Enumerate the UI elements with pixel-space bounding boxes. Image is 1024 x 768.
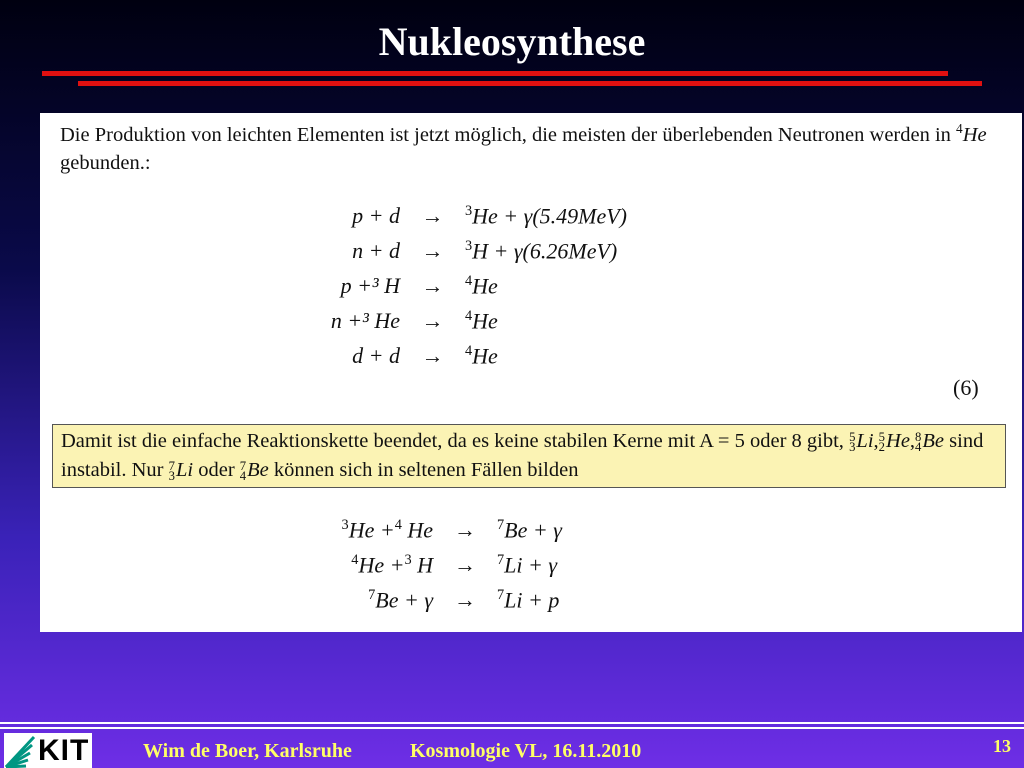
note-text-2: sind instabil. Nur — [61, 430, 984, 481]
reaction-row — [280, 229, 627, 264]
reaction-lhs: d + d — [352, 343, 400, 369]
reaction-lhs: p + d — [352, 203, 400, 229]
equation-number: (6) — [953, 375, 979, 400]
highlight-note: Damit ist die einfache Reaktionskette beendet, da es keine stabilen Kerne mit A = 5 oder 8 gibt, 5 3 Li, 5 2 He, 8 4 Be sind instabil. Nur 7 3 Li oder 7 4 Be können sich in seltenen Fällen bilden — [52, 424, 1006, 488]
reaction-list-2 — [315, 508, 562, 613]
reaction-rhs: He + γ(5.49MeV) — [472, 203, 628, 229]
reaction-rhs: He — [472, 343, 498, 369]
reaction-rhs-mass: 4 — [465, 273, 473, 289]
reaction-rhs: H + γ(6.26MeV) — [472, 238, 618, 264]
reaction-arrow: → — [421, 343, 444, 369]
reaction-arrow: → — [454, 587, 476, 613]
reaction-row — [280, 299, 627, 334]
isotope-index: 5 3 — [849, 429, 856, 455]
footer-author: Wim de Boer, Karlsruhe — [143, 740, 352, 762]
isotope-symbol: Be — [247, 459, 269, 481]
title-rule-lower — [78, 81, 982, 86]
reaction-row — [280, 334, 627, 369]
reaction-rhs: Li + γ — [504, 552, 558, 578]
reaction-rhs-mass: 4 — [465, 308, 473, 324]
intro-text-2: gebunden.: — [60, 151, 151, 174]
slide-title: Nukleosynthese — [378, 19, 646, 64]
reaction-row: $^7$Be + γ → $^7$Li + p — [315, 578, 562, 613]
footer-course: Kosmologie VL, 16.11.2010 — [410, 740, 642, 762]
page-number: 13 — [993, 736, 1011, 756]
reaction-arrow: → — [421, 203, 444, 229]
reaction-list-1 — [280, 194, 627, 369]
reaction-lhs: n +³ He — [330, 308, 400, 334]
isotope-index: 5 2 — [878, 429, 886, 455]
intro-iso-symbol: He — [962, 123, 987, 146]
isotope-index: 7 4 — [239, 458, 247, 484]
reaction-arrow: → — [454, 517, 476, 543]
isotope-symbol: Li — [856, 430, 874, 452]
kit-logo-text: KIT — [38, 734, 90, 767]
intro-paragraph — [60, 115, 1000, 177]
isotope-symbol: Li — [175, 459, 194, 481]
isotope-symbol: He — [886, 430, 910, 452]
reaction-rhs-mass: 3 — [465, 238, 473, 254]
content-panel — [40, 113, 1022, 632]
reaction-arrow: → — [421, 238, 444, 264]
reaction-rhs: Li + p — [504, 587, 560, 613]
reaction-rhs-mass: 4 — [465, 343, 473, 359]
note-text-3: oder — [193, 459, 240, 481]
note-text-4: können sich in seltenen Fällen bilden — [268, 459, 579, 481]
reaction-rhs: He — [472, 273, 498, 299]
reaction-row — [280, 264, 627, 299]
isotope-index: 8 4 — [915, 429, 922, 455]
footer-rule-upper — [0, 722, 1024, 724]
reaction-rhs: He — [472, 308, 498, 334]
intro-text-1: Die Produktion von leichten Elementen ist jetzt möglich, die meisten der überlebenden Neutronen werden in — [60, 123, 957, 146]
reaction-lhs: n + d — [352, 238, 400, 264]
reaction-row: $^4$He +$^3$ H → $^7$Li + γ — [315, 543, 562, 578]
reaction-arrow: → — [421, 273, 444, 299]
reaction-rhs: Be + γ — [504, 517, 562, 543]
intro-iso-mass: 4 — [956, 121, 963, 136]
isotope-symbol: Be — [922, 430, 945, 452]
title-rule-upper — [42, 71, 948, 76]
kit-fan-icon — [4, 733, 38, 768]
reaction-row — [280, 194, 627, 229]
reaction-arrow: → — [421, 308, 444, 334]
note-text-1: Damit ist die einfache Reaktionskette beendet, da es keine stabilen Kerne mit A = 5 oder 8 gibt, — [61, 430, 850, 452]
reaction-row: $^3$He +$^4$ He → $^7$Be + γ — [315, 508, 562, 543]
reaction-rhs-mass: 3 — [465, 203, 473, 219]
reaction-lhs: p +³ H — [340, 273, 400, 299]
footer-rule-lower — [0, 727, 1024, 729]
reaction-arrow: → — [454, 552, 476, 578]
kit-logo — [4, 733, 92, 768]
isotope-index: 7 3 — [168, 458, 175, 484]
